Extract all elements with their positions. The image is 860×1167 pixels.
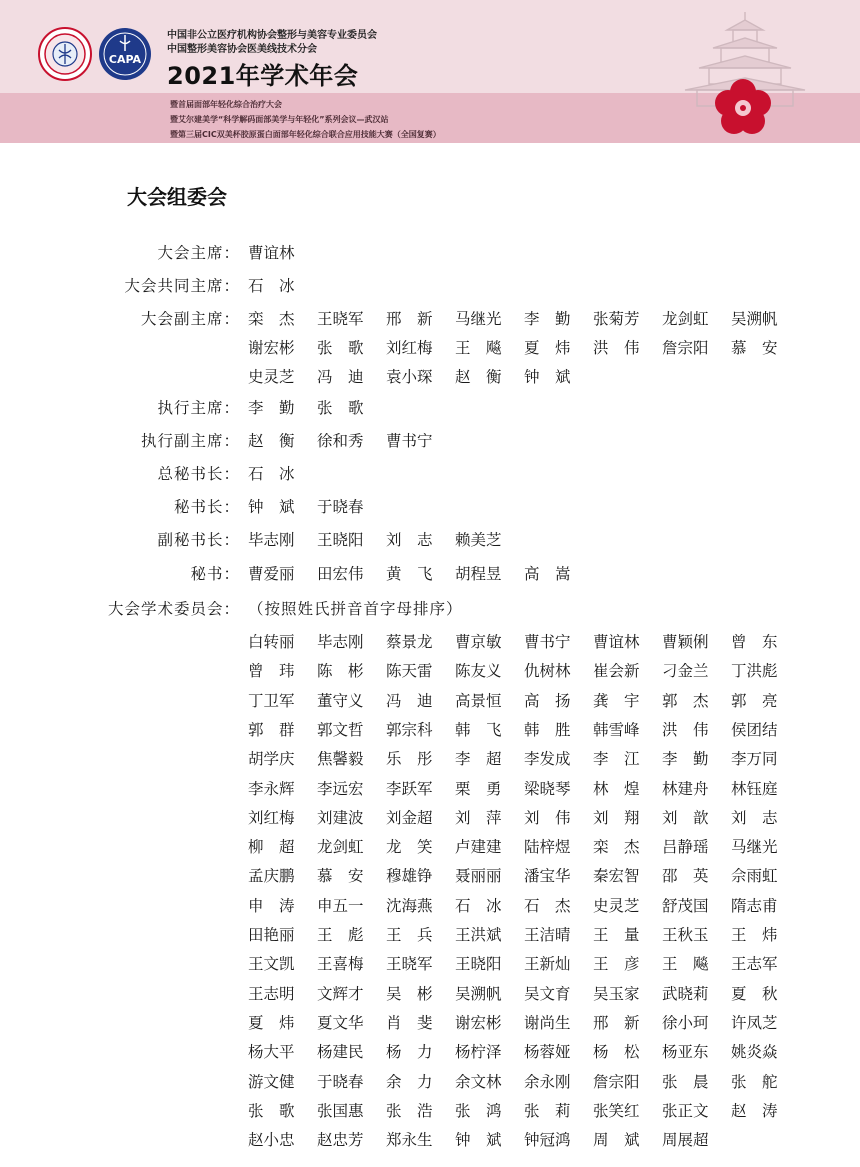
person-name: 姚炎焱 xyxy=(731,1043,778,1062)
person-name: 王喜梅 xyxy=(317,955,364,974)
person-name: 白转丽 xyxy=(248,633,295,651)
person-name: 谢尚生 xyxy=(524,1013,571,1032)
person-name: 栾 杰 xyxy=(248,310,295,328)
person-name: 郑永生 xyxy=(386,1131,433,1150)
sorting-note: （按照姓氏拼音首字母排序） xyxy=(248,600,463,618)
person-name: 张菊芳 xyxy=(593,310,640,328)
person-name: 张 歌 xyxy=(317,399,364,417)
person-name: 钟 斌 xyxy=(455,1131,502,1150)
person-name: 黄 飞 xyxy=(386,565,433,583)
role-label-executive-chairman: 执行主席： xyxy=(157,399,240,417)
person-name: 王 彦 xyxy=(593,955,640,974)
person-name: 丁洪彪 xyxy=(731,662,778,681)
person-name: 杨柠泽 xyxy=(455,1043,502,1062)
sub-line-3: 暨第三届CIC双美杯胶原蛋白面部年轻化综合联合应用技能大赛（全国复赛） xyxy=(170,130,441,139)
person-name: 王 兵 xyxy=(386,926,433,944)
person-name: 田艳丽 xyxy=(248,926,295,944)
person-name: 钟冠鸿 xyxy=(524,1131,571,1150)
person-name: 张 浩 xyxy=(386,1101,433,1120)
person-name: 林 煌 xyxy=(593,779,640,798)
person-name: 聂丽丽 xyxy=(455,867,502,886)
person-name: 田宏伟 xyxy=(317,565,364,583)
capa-logo xyxy=(98,27,152,81)
person-name: 陈天雷 xyxy=(386,662,433,681)
person-name: 杨 力 xyxy=(386,1043,433,1062)
section-title: 大会组委会 xyxy=(127,185,227,209)
person-name: 韩雪峰 xyxy=(593,720,640,739)
person-name: 林建舟 xyxy=(662,779,709,798)
person-name: 史灵芝 xyxy=(593,896,640,915)
person-name: 高 嵩 xyxy=(524,565,571,583)
role-label-secretary: 秘书： xyxy=(190,565,240,583)
person-name: 王晓阳 xyxy=(455,955,502,974)
person-name: 余文林 xyxy=(455,1072,502,1091)
person-name: 刘红梅 xyxy=(248,808,295,827)
person-name: 曹颖俐 xyxy=(662,633,709,651)
person-name: 刘 伟 xyxy=(524,808,571,827)
person-name: 郭文哲 xyxy=(317,720,364,739)
person-name: 徐小珂 xyxy=(662,1013,709,1032)
person-name: 郭宗科 xyxy=(386,720,433,739)
person-name: 刘金超 xyxy=(386,808,433,827)
person-name: 张 晨 xyxy=(662,1072,709,1091)
person-name: 柳 超 xyxy=(248,838,295,857)
person-name: 詹宗阳 xyxy=(593,1072,640,1091)
person-name: 许凤芝 xyxy=(731,1013,778,1032)
person-name: 马继光 xyxy=(455,310,502,328)
role-label-deputy-secretary: 副秘书长： xyxy=(157,531,240,549)
person-name: 张 歌 xyxy=(317,339,364,357)
person-name: 刘 志 xyxy=(731,808,778,827)
person-name: 曹书宁 xyxy=(524,633,571,651)
event-title: 2021年学术年会 xyxy=(167,62,359,90)
person-name: 隋志甫 xyxy=(731,896,778,915)
person-name: 栾 杰 xyxy=(593,838,640,857)
person-name: 高景恒 xyxy=(455,691,502,710)
person-name: 吕静瑶 xyxy=(662,838,709,857)
person-name: 王新灿 xyxy=(524,955,571,974)
person-name: 余 力 xyxy=(386,1072,433,1091)
person-name: 陈友义 xyxy=(455,662,502,681)
person-name: 刘 歆 xyxy=(662,808,709,827)
person-name: 武晓莉 xyxy=(662,984,709,1003)
person-name: 孟庆鹏 xyxy=(248,867,295,886)
person-name: 邵 英 xyxy=(662,867,709,886)
person-name: 游文健 xyxy=(248,1072,295,1091)
person-name: 洪 伟 xyxy=(593,339,640,357)
person-name: 申 涛 xyxy=(248,896,295,915)
person-name: 石 冰 xyxy=(248,277,295,295)
person-name: 赵 涛 xyxy=(731,1101,778,1120)
person-name: 曾 玮 xyxy=(248,662,295,681)
person-name: 丁卫军 xyxy=(248,691,295,710)
person-name: 郭 杰 xyxy=(662,691,709,710)
person-name: 毕志刚 xyxy=(317,633,364,651)
role-label-chairman: 大会主席： xyxy=(157,244,240,262)
person-name: 于晓春 xyxy=(317,498,364,516)
capa-logo-text: CAPA xyxy=(108,53,142,66)
person-name: 吴文育 xyxy=(524,984,571,1003)
sub-line-2: 暨艾尔建美学“科学解码面部美学与年轻化”系列会议—武汉站 xyxy=(170,115,389,124)
person-name: 王文凯 xyxy=(248,955,295,974)
person-name: 赵小忠 xyxy=(248,1131,295,1150)
person-name: 袁小琛 xyxy=(386,368,433,386)
plum-blossom-icon xyxy=(713,78,773,138)
role-label-co-chairman: 大会共同主席： xyxy=(124,277,240,295)
person-name: 沈海燕 xyxy=(386,896,433,915)
person-name: 徐和秀 xyxy=(317,432,364,450)
person-name: 李 江 xyxy=(593,750,640,769)
person-name: 谢宏彬 xyxy=(455,1013,502,1032)
person-name: 杨蓉娅 xyxy=(524,1043,571,1062)
person-name: 钟 斌 xyxy=(524,368,571,386)
person-name: 吴溯帆 xyxy=(455,984,502,1003)
person-name: 龚 宇 xyxy=(593,691,640,710)
person-name: 赵 衡 xyxy=(248,432,295,450)
person-name: 王晓阳 xyxy=(317,531,364,549)
person-name: 曹谊林 xyxy=(248,244,295,262)
person-name: 韩 胜 xyxy=(524,720,571,739)
person-name: 邢 新 xyxy=(386,310,433,328)
person-name: 穆雄铮 xyxy=(386,867,433,886)
person-name: 赵忠芳 xyxy=(317,1131,364,1150)
person-name: 慕 安 xyxy=(731,339,778,357)
person-name: 张 鸿 xyxy=(455,1101,502,1120)
person-name: 佘雨虹 xyxy=(731,867,778,886)
person-name: 谢宏彬 xyxy=(248,339,295,357)
person-name: 龙剑虹 xyxy=(662,310,709,328)
person-name: 曹谊林 xyxy=(593,633,640,651)
person-name: 刁金兰 xyxy=(662,662,709,681)
person-name: 梁晓琴 xyxy=(524,779,571,798)
person-name: 曾 东 xyxy=(731,633,778,651)
person-name: 周展超 xyxy=(662,1131,709,1150)
person-name: 冯 迪 xyxy=(386,691,433,710)
person-name: 王 飚 xyxy=(662,955,709,974)
person-name: 申五一 xyxy=(317,896,364,915)
person-name: 张 莉 xyxy=(524,1101,571,1120)
person-name: 夏文华 xyxy=(317,1013,364,1032)
person-name: 王洁晴 xyxy=(524,926,571,944)
person-name: 王晓军 xyxy=(317,310,364,328)
person-name: 杨亚东 xyxy=(662,1043,709,1062)
person-name: 周 斌 xyxy=(593,1131,640,1150)
person-name: 洪 伟 xyxy=(662,720,709,739)
role-label-academic-committee: 大会学术委员会： xyxy=(107,600,240,618)
person-name: 王 飚 xyxy=(455,339,502,357)
person-name: 石 冰 xyxy=(248,465,295,483)
person-name: 焦馨毅 xyxy=(317,750,364,769)
role-label-chief-secretary: 秘书长： xyxy=(173,498,240,516)
person-name: 李万同 xyxy=(731,750,778,769)
org-line-2: 中国整形美容协会医美线技术分会 xyxy=(167,44,317,55)
person-name: 张 歌 xyxy=(248,1101,295,1120)
person-name: 杨 松 xyxy=(593,1043,640,1062)
person-name: 冯 迪 xyxy=(317,368,364,386)
person-name: 王洪斌 xyxy=(455,926,502,944)
person-name: 李永辉 xyxy=(248,779,295,798)
person-name: 余永刚 xyxy=(524,1072,571,1091)
person-name: 韩 飞 xyxy=(455,720,502,739)
person-name: 王 量 xyxy=(593,926,640,944)
person-name: 崔会新 xyxy=(593,662,640,681)
sub-line-1: 暨首届面部年轻化综合治疗大会 xyxy=(170,100,282,109)
header-banner xyxy=(0,0,860,143)
person-name: 李 超 xyxy=(455,750,502,769)
person-name: 杨大平 xyxy=(248,1043,295,1062)
person-name: 仇树林 xyxy=(524,662,571,681)
person-name: 钟 斌 xyxy=(248,498,295,516)
person-name: 吴 彬 xyxy=(386,984,433,1003)
org-line-1: 中国非公立医疗机构协会整形与美容专业委员会 xyxy=(167,30,377,41)
person-name: 蔡景龙 xyxy=(386,633,433,651)
person-name: 邢 新 xyxy=(593,1013,640,1032)
role-label-executive-vice-chairman: 执行副主席： xyxy=(140,432,240,450)
person-name: 夏 炜 xyxy=(248,1013,295,1032)
person-name: 王 炜 xyxy=(731,926,778,944)
person-name: 张国惠 xyxy=(317,1101,364,1120)
person-name: 李 勤 xyxy=(248,399,295,417)
person-name: 王志军 xyxy=(731,955,778,974)
person-name: 于晓春 xyxy=(317,1072,364,1091)
person-name: 王晓军 xyxy=(386,955,433,974)
person-name: 王志明 xyxy=(248,984,295,1003)
person-name: 龙剑虹 xyxy=(317,838,364,857)
person-name: 胡程昱 xyxy=(455,565,502,583)
person-name: 乐 彤 xyxy=(386,750,433,769)
person-name: 詹宗阳 xyxy=(662,339,709,357)
person-name: 曹京敏 xyxy=(455,633,502,651)
person-name: 陈 彬 xyxy=(317,662,364,681)
person-name: 石 杰 xyxy=(524,896,571,915)
person-name: 刘 萍 xyxy=(455,808,502,827)
person-name: 杨建民 xyxy=(317,1043,364,1062)
person-name: 董守义 xyxy=(317,691,364,710)
person-name: 陆梓煜 xyxy=(524,838,571,857)
person-name: 卢建建 xyxy=(455,838,502,857)
person-name: 文辉才 xyxy=(317,984,364,1003)
person-name: 刘 志 xyxy=(386,531,433,549)
person-name: 张正文 xyxy=(662,1101,709,1120)
person-name: 胡学庆 xyxy=(248,750,295,769)
person-name: 石 冰 xyxy=(455,896,502,915)
person-name: 曹爱丽 xyxy=(248,565,295,583)
person-name: 龙 笑 xyxy=(386,838,433,857)
person-name: 李 勤 xyxy=(662,750,709,769)
person-name: 夏 秋 xyxy=(731,984,778,1003)
person-name: 栗 勇 xyxy=(455,779,502,798)
person-name: 王秋玉 xyxy=(662,926,709,944)
association-logo-left xyxy=(38,27,92,81)
person-name: 郭 群 xyxy=(248,720,295,739)
person-name: 吴玉家 xyxy=(593,984,640,1003)
person-name: 史灵芝 xyxy=(248,368,295,386)
person-name: 曹书宁 xyxy=(386,432,433,450)
person-name: 吴溯帆 xyxy=(731,310,778,328)
person-name: 刘红梅 xyxy=(386,339,433,357)
person-name: 侯团结 xyxy=(731,720,778,739)
role-label-vice-chairman: 大会副主席： xyxy=(140,310,240,328)
person-name: 郭 亮 xyxy=(731,691,778,710)
person-name: 李跃军 xyxy=(386,779,433,798)
person-name: 秦宏智 xyxy=(593,867,640,886)
person-name: 高 扬 xyxy=(524,691,571,710)
person-name: 李 勤 xyxy=(524,310,571,328)
person-name: 刘建波 xyxy=(317,808,364,827)
person-name: 舒茂国 xyxy=(662,896,709,915)
person-name: 马继光 xyxy=(731,838,778,857)
role-label-secretary-general: 总秘书长： xyxy=(157,465,240,483)
person-name: 潘宝华 xyxy=(524,867,571,886)
person-name: 肖 斐 xyxy=(386,1013,433,1032)
person-name: 刘 翔 xyxy=(593,808,640,827)
person-name: 王 彪 xyxy=(317,926,364,944)
person-name: 张笑红 xyxy=(593,1101,640,1120)
person-name: 张 舵 xyxy=(731,1072,778,1091)
person-name: 慕 安 xyxy=(317,867,364,886)
person-name: 李远宏 xyxy=(317,779,364,798)
person-name: 赖美芝 xyxy=(455,531,502,549)
person-name: 赵 衡 xyxy=(455,368,502,386)
person-name: 林钰庭 xyxy=(731,779,778,798)
person-name: 李发成 xyxy=(524,750,571,769)
person-name: 毕志刚 xyxy=(248,531,295,549)
person-name: 夏 炜 xyxy=(524,339,571,357)
